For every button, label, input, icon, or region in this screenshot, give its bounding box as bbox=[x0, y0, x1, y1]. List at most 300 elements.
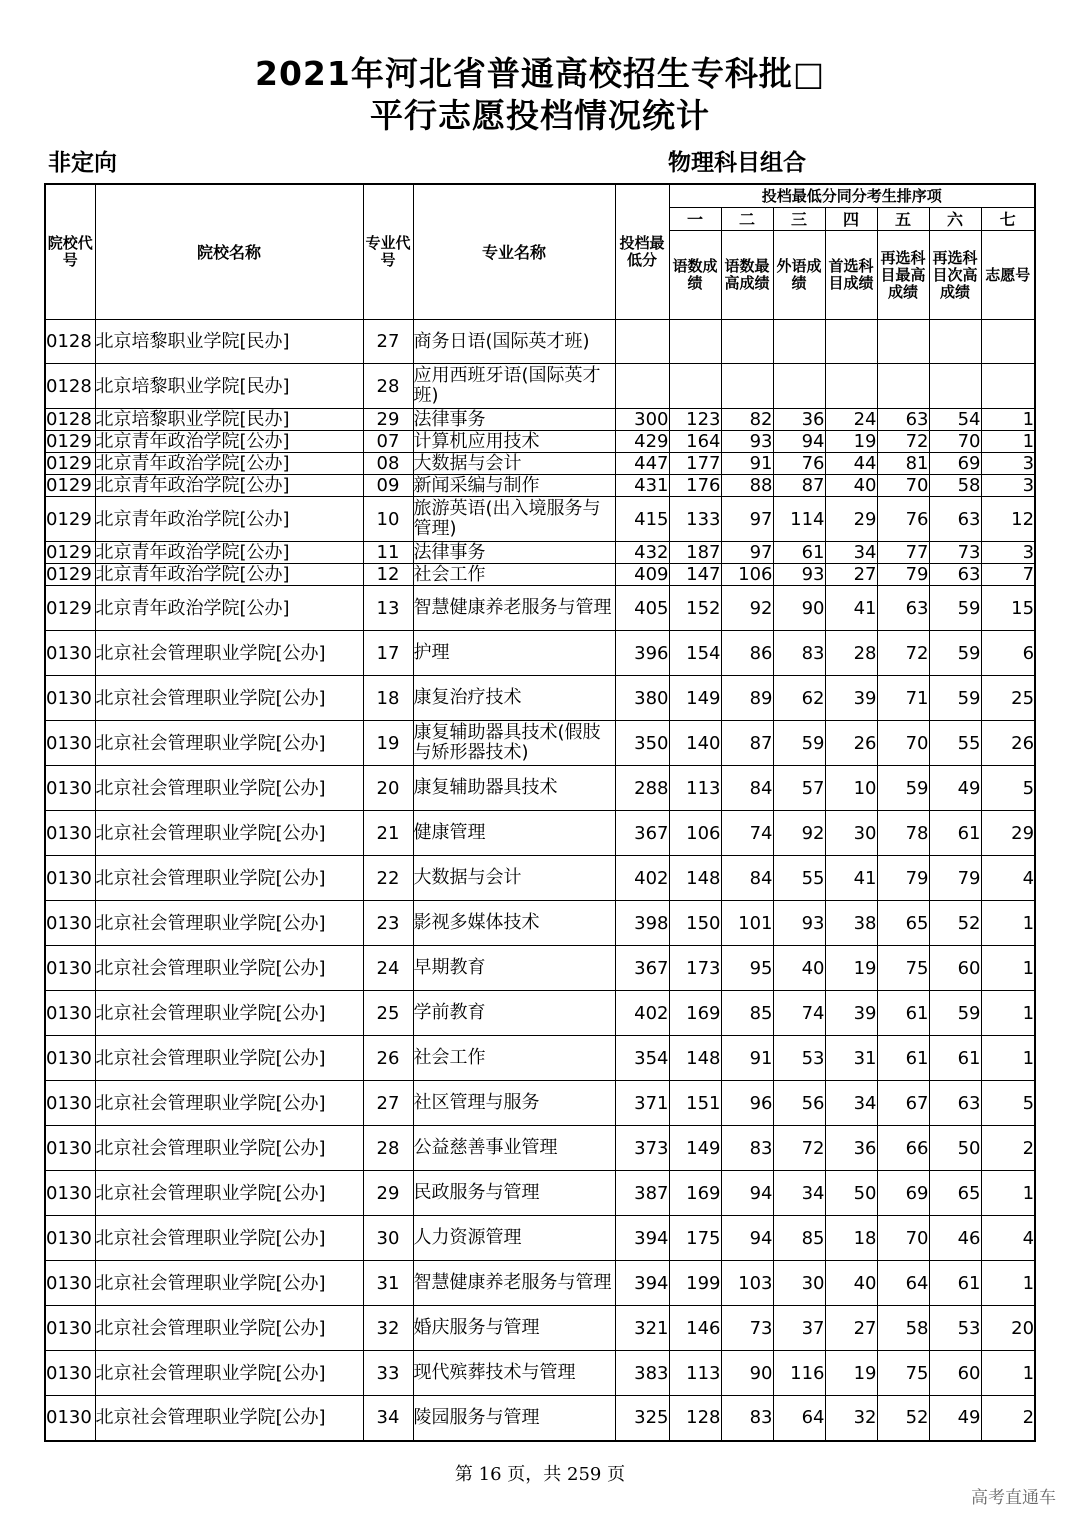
tiebreak-5-cell: 70 bbox=[877, 475, 929, 497]
min-score-cell: 380 bbox=[615, 676, 669, 721]
table-row bbox=[45, 1216, 1035, 1261]
school-name-cell: 北京社会管理职业学院[公办] bbox=[95, 1171, 363, 1216]
tiebreak-1-cell: 169 bbox=[669, 991, 721, 1036]
major-code-cell: 12 bbox=[363, 564, 413, 586]
school-code-cell: 0129 bbox=[45, 475, 95, 497]
school-code-cell: 0130 bbox=[45, 811, 95, 856]
tiebreak-5-cell: 67 bbox=[877, 1081, 929, 1126]
major-code-cell: 29 bbox=[363, 409, 413, 431]
school-name-cell: 北京培黎职业学院[民办] bbox=[95, 320, 363, 364]
tiebreak-4-cell: 40 bbox=[825, 475, 877, 497]
school-code-cell: 0130 bbox=[45, 1171, 95, 1216]
major-name-cell: 大数据与会计 bbox=[413, 856, 615, 901]
school-code-cell: 0130 bbox=[45, 676, 95, 721]
tiebreak-2-cell: 93 bbox=[721, 431, 773, 453]
major-code-cell: 07 bbox=[363, 431, 413, 453]
tiebreak-1-cell: 140 bbox=[669, 721, 721, 766]
min-score-cell: 431 bbox=[615, 475, 669, 497]
tiebreak-7-cell: 15 bbox=[981, 586, 1035, 631]
major-name-cell: 大数据与会计 bbox=[413, 453, 615, 475]
major-code-cell: 18 bbox=[363, 676, 413, 721]
tiebreak-4-cell: 36 bbox=[825, 1126, 877, 1171]
tiebreak-6-cell bbox=[929, 364, 981, 409]
school-code-cell: 0129 bbox=[45, 431, 95, 453]
school-code-cell: 0130 bbox=[45, 1036, 95, 1081]
min-score-cell: 405 bbox=[615, 586, 669, 631]
tiebreak-7-cell: 5 bbox=[981, 766, 1035, 811]
min-score-cell bbox=[615, 320, 669, 364]
school-name-cell: 北京社会管理职业学院[公办] bbox=[95, 1396, 363, 1441]
major-name-cell: 陵园服务与管理 bbox=[413, 1396, 615, 1441]
tiebreak-3-cell: 40 bbox=[773, 946, 825, 991]
tiebreak-4-cell: 50 bbox=[825, 1171, 877, 1216]
tiebreak-6-cell: 60 bbox=[929, 946, 981, 991]
header-tiebreak-1: 语数成绩 bbox=[669, 231, 721, 320]
min-score-cell: 373 bbox=[615, 1126, 669, 1171]
tiebreak-1-cell: 164 bbox=[669, 431, 721, 453]
tiebreak-5-cell: 63 bbox=[877, 409, 929, 431]
watermark: 高考直通车 bbox=[971, 1488, 1056, 1508]
tiebreak-2-cell: 84 bbox=[721, 766, 773, 811]
tiebreak-7-cell: 25 bbox=[981, 676, 1035, 721]
tiebreak-2-cell: 91 bbox=[721, 1036, 773, 1081]
tiebreak-5-cell: 75 bbox=[877, 946, 929, 991]
school-code-cell: 0130 bbox=[45, 766, 95, 811]
school-name-cell: 北京社会管理职业学院[公办] bbox=[95, 1261, 363, 1306]
school-code-cell: 0130 bbox=[45, 1081, 95, 1126]
table-row bbox=[45, 1036, 1035, 1081]
major-code-cell: 24 bbox=[363, 946, 413, 991]
tiebreak-7-cell: 1 bbox=[981, 1351, 1035, 1396]
min-score-cell: 398 bbox=[615, 901, 669, 946]
tiebreak-2-cell: 90 bbox=[721, 1351, 773, 1396]
tiebreak-5-cell: 59 bbox=[877, 766, 929, 811]
major-code-cell: 09 bbox=[363, 475, 413, 497]
tiebreak-6-cell: 58 bbox=[929, 475, 981, 497]
tiebreak-4-cell bbox=[825, 320, 877, 364]
tiebreak-1-cell: 150 bbox=[669, 901, 721, 946]
major-name-cell: 民政服务与管理 bbox=[413, 1171, 615, 1216]
table-row bbox=[45, 991, 1035, 1036]
subtitle-category: 非定向 bbox=[48, 150, 117, 176]
min-score-cell: 402 bbox=[615, 856, 669, 901]
table-row bbox=[45, 901, 1035, 946]
tiebreak-5-cell: 77 bbox=[877, 542, 929, 564]
school-code-cell: 0128 bbox=[45, 364, 95, 409]
table-row bbox=[45, 721, 1035, 766]
table-row bbox=[45, 811, 1035, 856]
major-code-cell: 13 bbox=[363, 586, 413, 631]
tiebreak-7-cell: 1 bbox=[981, 1036, 1035, 1081]
tiebreak-3-cell: 36 bbox=[773, 409, 825, 431]
header-order-3: 三 bbox=[773, 208, 825, 231]
tiebreak-3-cell: 57 bbox=[773, 766, 825, 811]
tiebreak-2-cell: 91 bbox=[721, 453, 773, 475]
header-school-code: 院校代号 bbox=[45, 184, 95, 320]
header-school-name: 院校名称 bbox=[95, 184, 363, 320]
school-name-cell: 北京社会管理职业学院[公办] bbox=[95, 1081, 363, 1126]
tiebreak-5-cell: 71 bbox=[877, 676, 929, 721]
tiebreak-1-cell: 151 bbox=[669, 1081, 721, 1126]
tiebreak-5-cell: 66 bbox=[877, 1126, 929, 1171]
tiebreak-7-cell: 20 bbox=[981, 1306, 1035, 1351]
tiebreak-3-cell: 85 bbox=[773, 1216, 825, 1261]
tiebreak-6-cell: 49 bbox=[929, 766, 981, 811]
header-tiebreak-5: 再选科目最高成绩 bbox=[877, 231, 929, 320]
tiebreak-3-cell: 90 bbox=[773, 586, 825, 631]
tiebreak-5-cell: 75 bbox=[877, 1351, 929, 1396]
school-name-cell: 北京社会管理职业学院[公办] bbox=[95, 721, 363, 766]
tiebreak-1-cell: 199 bbox=[669, 1261, 721, 1306]
table-row bbox=[45, 1126, 1035, 1171]
major-code-cell: 27 bbox=[363, 1081, 413, 1126]
tiebreak-3-cell bbox=[773, 364, 825, 409]
school-code-cell: 0130 bbox=[45, 1216, 95, 1261]
table-row bbox=[45, 1261, 1035, 1306]
table-row bbox=[45, 1081, 1035, 1126]
school-code-cell: 0129 bbox=[45, 564, 95, 586]
tiebreak-7-cell: 1 bbox=[981, 901, 1035, 946]
school-name-cell: 北京社会管理职业学院[公办] bbox=[95, 856, 363, 901]
title-line-2: 平行志愿投档情况统计 bbox=[370, 96, 710, 135]
tiebreak-1-cell: 148 bbox=[669, 856, 721, 901]
tiebreak-6-cell: 52 bbox=[929, 901, 981, 946]
major-code-cell: 22 bbox=[363, 856, 413, 901]
min-score-cell: 321 bbox=[615, 1306, 669, 1351]
min-score-cell: 396 bbox=[615, 631, 669, 676]
school-code-cell: 0130 bbox=[45, 901, 95, 946]
major-code-cell: 23 bbox=[363, 901, 413, 946]
tiebreak-7-cell: 1 bbox=[981, 1171, 1035, 1216]
table-row bbox=[45, 364, 1035, 409]
tiebreak-5-cell bbox=[877, 364, 929, 409]
tiebreak-3-cell: 37 bbox=[773, 1306, 825, 1351]
tiebreak-5-cell: 52 bbox=[877, 1396, 929, 1441]
min-score-cell: 415 bbox=[615, 497, 669, 542]
min-score-cell bbox=[615, 364, 669, 409]
min-score-cell: 432 bbox=[615, 542, 669, 564]
tiebreak-7-cell: 4 bbox=[981, 1216, 1035, 1261]
table-body bbox=[45, 320, 1035, 1441]
table-row bbox=[45, 1306, 1035, 1351]
school-name-cell: 北京社会管理职业学院[公办] bbox=[95, 1036, 363, 1081]
tiebreak-5-cell: 72 bbox=[877, 431, 929, 453]
school-code-cell: 0130 bbox=[45, 1351, 95, 1396]
tiebreak-1-cell: 148 bbox=[669, 1036, 721, 1081]
major-name-cell: 社会工作 bbox=[413, 564, 615, 586]
tiebreak-7-cell: 1 bbox=[981, 409, 1035, 431]
tiebreak-3-cell: 74 bbox=[773, 991, 825, 1036]
tiebreak-4-cell: 10 bbox=[825, 766, 877, 811]
tiebreak-4-cell: 39 bbox=[825, 676, 877, 721]
header-order-5: 五 bbox=[877, 208, 929, 231]
tiebreak-6-cell: 65 bbox=[929, 1171, 981, 1216]
school-name-cell: 北京社会管理职业学院[公办] bbox=[95, 1126, 363, 1171]
tiebreak-4-cell: 40 bbox=[825, 1261, 877, 1306]
tiebreak-5-cell: 70 bbox=[877, 721, 929, 766]
table-row bbox=[45, 1351, 1035, 1396]
major-code-cell: 31 bbox=[363, 1261, 413, 1306]
tiebreak-6-cell: 59 bbox=[929, 991, 981, 1036]
tiebreak-5-cell: 61 bbox=[877, 991, 929, 1036]
tiebreak-5-cell: 61 bbox=[877, 1036, 929, 1081]
school-name-cell: 北京培黎职业学院[民办] bbox=[95, 409, 363, 431]
tiebreak-2-cell: 86 bbox=[721, 631, 773, 676]
tiebreak-4-cell: 38 bbox=[825, 901, 877, 946]
tiebreak-5-cell: 63 bbox=[877, 586, 929, 631]
table-row bbox=[45, 676, 1035, 721]
tiebreak-1-cell: 113 bbox=[669, 766, 721, 811]
major-name-cell: 早期教育 bbox=[413, 946, 615, 991]
major-code-cell: 33 bbox=[363, 1351, 413, 1396]
header-order-1: 一 bbox=[669, 208, 721, 231]
table-row bbox=[45, 766, 1035, 811]
tiebreak-4-cell: 44 bbox=[825, 453, 877, 475]
min-score-cell: 387 bbox=[615, 1171, 669, 1216]
major-name-cell: 婚庆服务与管理 bbox=[413, 1306, 615, 1351]
school-code-cell: 0130 bbox=[45, 1306, 95, 1351]
major-code-cell: 32 bbox=[363, 1306, 413, 1351]
school-name-cell: 北京社会管理职业学院[公办] bbox=[95, 631, 363, 676]
tiebreak-5-cell: 65 bbox=[877, 901, 929, 946]
tiebreak-2-cell: 73 bbox=[721, 1306, 773, 1351]
tiebreak-3-cell: 76 bbox=[773, 453, 825, 475]
tiebreak-2-cell: 83 bbox=[721, 1396, 773, 1441]
tiebreak-3-cell: 87 bbox=[773, 475, 825, 497]
tiebreak-7-cell: 4 bbox=[981, 856, 1035, 901]
major-name-cell: 人力资源管理 bbox=[413, 1216, 615, 1261]
tiebreak-1-cell: 106 bbox=[669, 811, 721, 856]
school-code-cell: 0130 bbox=[45, 856, 95, 901]
school-name-cell: 北京青年政治学院[公办] bbox=[95, 586, 363, 631]
tiebreak-1-cell: 133 bbox=[669, 497, 721, 542]
tiebreak-7-cell: 1 bbox=[981, 946, 1035, 991]
tiebreak-2-cell: 88 bbox=[721, 475, 773, 497]
tiebreak-5-cell: 64 bbox=[877, 1261, 929, 1306]
major-name-cell: 康复辅助器具技术(假肢与矫形器技术) bbox=[413, 721, 615, 766]
title-line-1: 2021年河北省普通高校招生专科批□ bbox=[254, 54, 826, 93]
major-name-cell: 康复治疗技术 bbox=[413, 676, 615, 721]
school-code-cell: 0130 bbox=[45, 946, 95, 991]
header-tiebreak-3: 外语成绩 bbox=[773, 231, 825, 320]
tiebreak-2-cell: 97 bbox=[721, 542, 773, 564]
table-row bbox=[45, 431, 1035, 453]
header-min-score: 投档最低分 bbox=[615, 184, 669, 320]
tiebreak-4-cell: 26 bbox=[825, 721, 877, 766]
tiebreak-4-cell: 30 bbox=[825, 811, 877, 856]
tiebreak-2-cell: 94 bbox=[721, 1171, 773, 1216]
min-score-cell: 354 bbox=[615, 1036, 669, 1081]
min-score-cell: 367 bbox=[615, 946, 669, 991]
tiebreak-5-cell: 69 bbox=[877, 1171, 929, 1216]
tiebreak-4-cell: 19 bbox=[825, 431, 877, 453]
major-name-cell: 健康管理 bbox=[413, 811, 615, 856]
tiebreak-6-cell: 59 bbox=[929, 676, 981, 721]
tiebreak-6-cell: 61 bbox=[929, 1036, 981, 1081]
tiebreak-3-cell: 93 bbox=[773, 901, 825, 946]
school-name-cell: 北京社会管理职业学院[公办] bbox=[95, 1216, 363, 1261]
school-name-cell: 北京社会管理职业学院[公办] bbox=[95, 676, 363, 721]
tiebreak-6-cell: 61 bbox=[929, 811, 981, 856]
header-order-6: 六 bbox=[929, 208, 981, 231]
tiebreak-4-cell: 34 bbox=[825, 1081, 877, 1126]
tiebreak-2-cell: 85 bbox=[721, 991, 773, 1036]
tiebreak-6-cell: 59 bbox=[929, 586, 981, 631]
tiebreak-4-cell: 18 bbox=[825, 1216, 877, 1261]
school-name-cell: 北京青年政治学院[公办] bbox=[95, 431, 363, 453]
tiebreak-6-cell: 53 bbox=[929, 1306, 981, 1351]
tiebreak-6-cell: 73 bbox=[929, 542, 981, 564]
tiebreak-3-cell: 53 bbox=[773, 1036, 825, 1081]
tiebreak-4-cell: 31 bbox=[825, 1036, 877, 1081]
tiebreak-2-cell: 95 bbox=[721, 946, 773, 991]
school-code-cell: 0130 bbox=[45, 1126, 95, 1171]
header-order-7: 七 bbox=[981, 208, 1035, 231]
tiebreak-4-cell: 19 bbox=[825, 946, 877, 991]
tiebreak-2-cell: 92 bbox=[721, 586, 773, 631]
tiebreak-7-cell: 1 bbox=[981, 1261, 1035, 1306]
table-row bbox=[45, 409, 1035, 431]
school-name-cell: 北京培黎职业学院[民办] bbox=[95, 364, 363, 409]
school-code-cell: 0130 bbox=[45, 721, 95, 766]
subtitle-subject-group: 物理科目组合 bbox=[668, 150, 806, 176]
header-tiebreak-6: 再选科目次高成绩 bbox=[929, 231, 981, 320]
tiebreak-3-cell: 56 bbox=[773, 1081, 825, 1126]
admission-table bbox=[44, 183, 1036, 1442]
min-score-cell: 288 bbox=[615, 766, 669, 811]
school-name-cell: 北京社会管理职业学院[公办] bbox=[95, 811, 363, 856]
tiebreak-6-cell: 55 bbox=[929, 721, 981, 766]
tiebreak-3-cell: 92 bbox=[773, 811, 825, 856]
school-code-cell: 0129 bbox=[45, 453, 95, 475]
major-code-cell: 08 bbox=[363, 453, 413, 475]
min-score-cell: 447 bbox=[615, 453, 669, 475]
table-row bbox=[45, 631, 1035, 676]
tiebreak-2-cell: 96 bbox=[721, 1081, 773, 1126]
tiebreak-3-cell: 55 bbox=[773, 856, 825, 901]
school-code-cell: 0129 bbox=[45, 586, 95, 631]
school-name-cell: 北京青年政治学院[公办] bbox=[95, 564, 363, 586]
tiebreak-6-cell: 69 bbox=[929, 453, 981, 475]
tiebreak-5-cell: 72 bbox=[877, 631, 929, 676]
header-order-4: 四 bbox=[825, 208, 877, 231]
major-name-cell: 现代殡葬技术与管理 bbox=[413, 1351, 615, 1396]
school-code-cell: 0130 bbox=[45, 1261, 95, 1306]
major-name-cell: 智慧健康养老服务与管理 bbox=[413, 586, 615, 631]
tiebreak-2-cell: 97 bbox=[721, 497, 773, 542]
min-score-cell: 383 bbox=[615, 1351, 669, 1396]
tiebreak-7-cell: 6 bbox=[981, 631, 1035, 676]
major-code-cell: 20 bbox=[363, 766, 413, 811]
tiebreak-3-cell: 59 bbox=[773, 721, 825, 766]
major-code-cell: 28 bbox=[363, 1126, 413, 1171]
tiebreak-6-cell: 60 bbox=[929, 1351, 981, 1396]
major-name-cell: 影视多媒体技术 bbox=[413, 901, 615, 946]
min-score-cell: 350 bbox=[615, 721, 669, 766]
tiebreak-6-cell: 70 bbox=[929, 431, 981, 453]
major-code-cell: 30 bbox=[363, 1216, 413, 1261]
school-name-cell: 北京青年政治学院[公办] bbox=[95, 542, 363, 564]
school-code-cell: 0130 bbox=[45, 991, 95, 1036]
table-row bbox=[45, 856, 1035, 901]
tiebreak-2-cell bbox=[721, 364, 773, 409]
school-name-cell: 北京社会管理职业学院[公办] bbox=[95, 1351, 363, 1396]
tiebreak-3-cell: 94 bbox=[773, 431, 825, 453]
header-major-name: 专业名称 bbox=[413, 184, 615, 320]
school-name-cell: 北京社会管理职业学院[公办] bbox=[95, 1306, 363, 1351]
header-tiebreak-7: 志愿号 bbox=[981, 231, 1035, 320]
school-name-cell: 北京青年政治学院[公办] bbox=[95, 453, 363, 475]
tiebreak-6-cell: 63 bbox=[929, 497, 981, 542]
tiebreak-5-cell: 81 bbox=[877, 453, 929, 475]
header-tiebreak-4: 首选科目成绩 bbox=[825, 231, 877, 320]
tiebreak-2-cell: 103 bbox=[721, 1261, 773, 1306]
tiebreak-7-cell: 2 bbox=[981, 1126, 1035, 1171]
min-score-cell: 429 bbox=[615, 431, 669, 453]
header-tiebreak-group: 投档最低分同分考生排序项 bbox=[669, 184, 1035, 208]
tiebreak-6-cell: 50 bbox=[929, 1126, 981, 1171]
table-row bbox=[45, 1171, 1035, 1216]
school-code-cell: 0130 bbox=[45, 1396, 95, 1441]
major-code-cell: 10 bbox=[363, 497, 413, 542]
header-tiebreak-2: 语数最高成绩 bbox=[721, 231, 773, 320]
major-name-cell: 康复辅助器具技术 bbox=[413, 766, 615, 811]
major-name-cell: 旅游英语(出入境服务与管理) bbox=[413, 497, 615, 542]
tiebreak-1-cell: 176 bbox=[669, 475, 721, 497]
tiebreak-2-cell: 101 bbox=[721, 901, 773, 946]
major-name-cell: 社会工作 bbox=[413, 1036, 615, 1081]
major-name-cell: 商务日语(国际英才班) bbox=[413, 320, 615, 364]
table-row bbox=[45, 564, 1035, 586]
major-code-cell: 19 bbox=[363, 721, 413, 766]
major-name-cell: 公益慈善事业管理 bbox=[413, 1126, 615, 1171]
table-row bbox=[45, 453, 1035, 475]
school-code-cell: 0128 bbox=[45, 409, 95, 431]
tiebreak-3-cell: 93 bbox=[773, 564, 825, 586]
tiebreak-3-cell: 72 bbox=[773, 1126, 825, 1171]
major-code-cell: 29 bbox=[363, 1171, 413, 1216]
tiebreak-4-cell: 27 bbox=[825, 1306, 877, 1351]
tiebreak-2-cell: 83 bbox=[721, 1126, 773, 1171]
tiebreak-4-cell: 39 bbox=[825, 991, 877, 1036]
tiebreak-4-cell: 41 bbox=[825, 856, 877, 901]
tiebreak-7-cell bbox=[981, 364, 1035, 409]
major-code-cell: 28 bbox=[363, 364, 413, 409]
tiebreak-4-cell bbox=[825, 364, 877, 409]
tiebreak-3-cell: 62 bbox=[773, 676, 825, 721]
school-name-cell: 北京青年政治学院[公办] bbox=[95, 475, 363, 497]
min-score-cell: 409 bbox=[615, 564, 669, 586]
tiebreak-7-cell: 2 bbox=[981, 1396, 1035, 1441]
tiebreak-3-cell: 30 bbox=[773, 1261, 825, 1306]
tiebreak-1-cell: 149 bbox=[669, 1126, 721, 1171]
major-name-cell: 应用西班牙语(国际英才班) bbox=[413, 364, 615, 409]
table-row bbox=[45, 475, 1035, 497]
school-name-cell: 北京社会管理职业学院[公办] bbox=[95, 901, 363, 946]
page-footer: 第 16 页，共 259 页 bbox=[454, 1464, 626, 1485]
tiebreak-1-cell: 149 bbox=[669, 676, 721, 721]
tiebreak-7-cell: 3 bbox=[981, 453, 1035, 475]
tiebreak-4-cell: 24 bbox=[825, 409, 877, 431]
tiebreak-3-cell: 114 bbox=[773, 497, 825, 542]
header-major-code: 专业代号 bbox=[363, 184, 413, 320]
tiebreak-5-cell: 78 bbox=[877, 811, 929, 856]
tiebreak-4-cell: 32 bbox=[825, 1396, 877, 1441]
school-name-cell: 北京社会管理职业学院[公办] bbox=[95, 946, 363, 991]
tiebreak-1-cell bbox=[669, 364, 721, 409]
min-score-cell: 394 bbox=[615, 1261, 669, 1306]
tiebreak-4-cell: 27 bbox=[825, 564, 877, 586]
